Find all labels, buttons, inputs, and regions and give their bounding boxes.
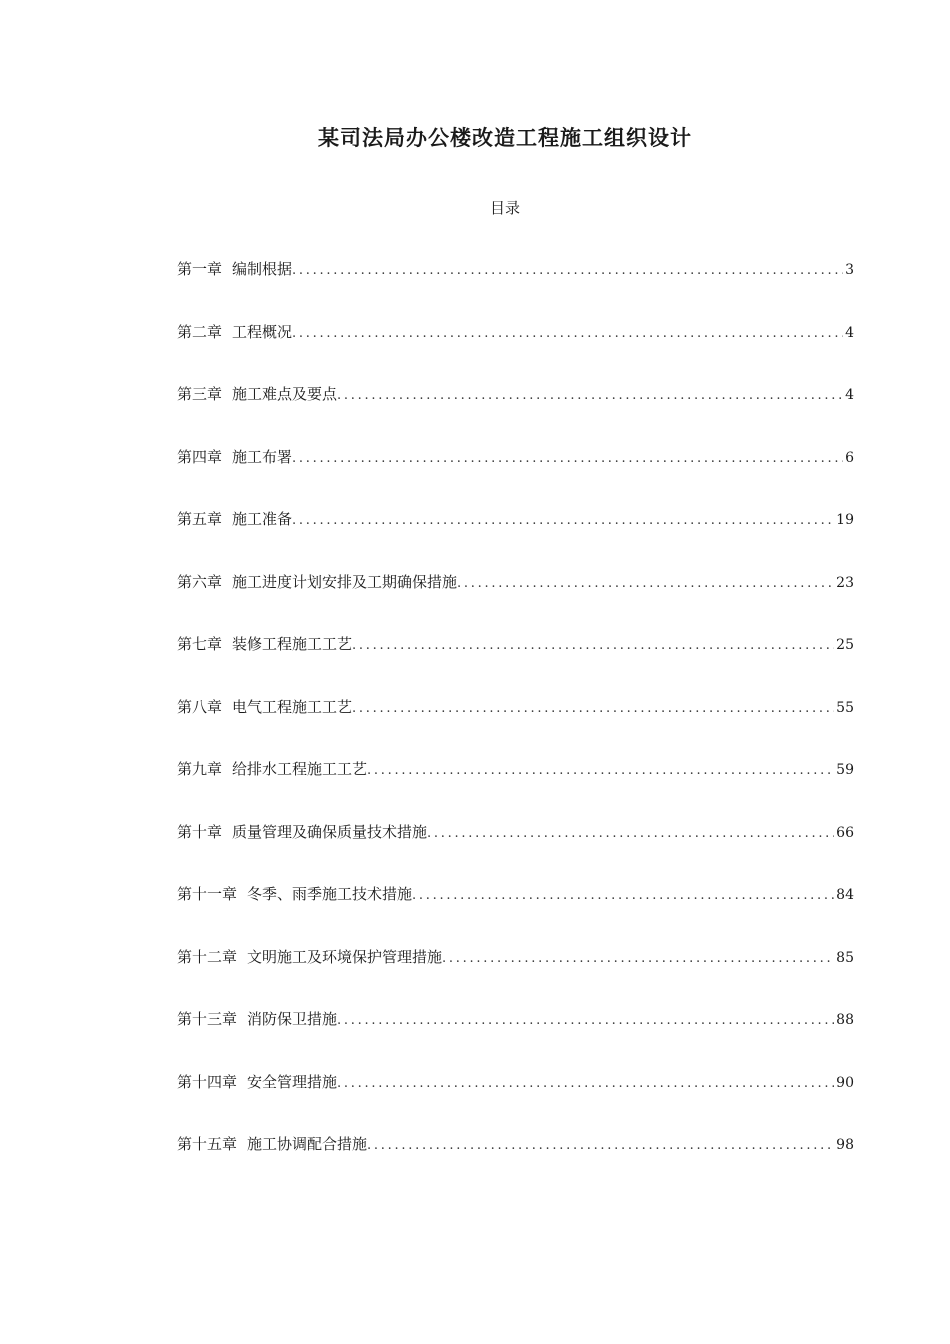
toc-page-number: 84 xyxy=(836,887,854,903)
toc-entry-7[interactable] xyxy=(177,629,854,692)
toc-dot-leader xyxy=(292,444,843,474)
toc-entry-15[interactable] xyxy=(177,1129,854,1192)
toc-dot-leader xyxy=(412,881,834,911)
toc-chapter-title: 文明施工及环境保护管理措施 xyxy=(247,947,443,966)
toc-chapter-title: 冬季、雨季施工技术措施 xyxy=(247,885,413,903)
toc-entry-10[interactable] xyxy=(177,817,854,880)
toc-chapter-title: 装修工程施工工艺 xyxy=(232,635,353,653)
toc-chapter-number: 第十一章 xyxy=(177,885,238,903)
toc-chapter-number: 第六章 xyxy=(177,572,223,591)
toc-entry-5[interactable] xyxy=(177,504,854,567)
toc-dot-leader xyxy=(337,1006,834,1036)
toc-entry-13[interactable] xyxy=(177,1004,854,1067)
toc-dot-leader xyxy=(442,944,834,974)
toc-chapter-title: 安全管理措施 xyxy=(247,1072,338,1091)
toc-chapter-number: 第三章 xyxy=(177,385,223,403)
toc-page-number: 59 xyxy=(836,762,854,778)
document-title: 某司法局办公楼改造工程施工组织设计 xyxy=(318,125,692,150)
toc-chapter-number: 第十二章 xyxy=(177,947,238,966)
toc-dot-leader xyxy=(367,756,834,786)
toc-page-number: 98 xyxy=(836,1137,854,1153)
toc-chapter-title: 施工布署 xyxy=(232,447,293,466)
toc-chapter-number: 第十章 xyxy=(177,822,223,841)
toc-chapter-title: 施工难点及要点 xyxy=(232,385,338,403)
toc-dot-leader xyxy=(292,506,834,536)
toc-page-number: 90 xyxy=(836,1074,854,1091)
toc-dot-leader xyxy=(292,256,843,286)
toc-chapter-number: 第十三章 xyxy=(177,1010,238,1028)
toc-chapter-number: 第七章 xyxy=(177,635,223,653)
toc-page-number: 6 xyxy=(845,449,854,466)
toc-page-number: 19 xyxy=(836,512,854,528)
toc-chapter-title: 施工进度计划安排及工期确保措施 xyxy=(232,572,458,591)
toc-chapter-number: 第九章 xyxy=(177,760,223,778)
toc-entry-1[interactable] xyxy=(177,254,854,317)
toc-chapter-number: 第四章 xyxy=(177,447,223,466)
toc-entry-2[interactable] xyxy=(177,317,854,380)
toc-dot-leader xyxy=(367,1131,834,1161)
toc-chapter-title: 消防保卫措施 xyxy=(247,1010,338,1028)
toc-page-number: 25 xyxy=(836,637,854,653)
toc-entry-6[interactable] xyxy=(177,567,854,630)
toc-chapter-number: 第八章 xyxy=(177,697,223,716)
toc-entry-8[interactable] xyxy=(177,692,854,755)
toc-entry-3[interactable] xyxy=(177,379,854,442)
toc-dot-leader xyxy=(337,1069,834,1099)
toc-heading: 目录 xyxy=(489,199,520,217)
toc-entry-4[interactable] xyxy=(177,442,854,505)
toc-page-number: 4 xyxy=(845,324,854,341)
toc-page-number: 55 xyxy=(836,699,854,716)
toc-chapter-title: 施工准备 xyxy=(232,510,293,528)
toc-chapter-number: 第一章 xyxy=(177,260,223,278)
toc-chapter-title: 工程概况 xyxy=(232,322,293,341)
table-of-contents xyxy=(177,254,854,1192)
toc-page-number: 4 xyxy=(845,387,854,403)
toc-chapter-title: 质量管理及确保质量技术措施 xyxy=(232,822,428,841)
toc-entry-9[interactable] xyxy=(177,754,854,817)
toc-dot-leader xyxy=(352,694,834,724)
toc-dot-leader xyxy=(457,569,834,599)
toc-page-number: 88 xyxy=(836,1012,854,1028)
toc-chapter-number: 第十五章 xyxy=(177,1135,238,1153)
toc-chapter-number: 第二章 xyxy=(177,322,223,341)
toc-dot-leader xyxy=(292,319,843,349)
toc-chapter-title: 编制根据 xyxy=(232,260,293,278)
toc-dot-leader xyxy=(337,381,843,411)
toc-entry-14[interactable] xyxy=(177,1067,854,1130)
toc-dot-leader xyxy=(427,819,834,849)
toc-chapter-number: 第五章 xyxy=(177,510,223,528)
toc-entry-12[interactable] xyxy=(177,942,854,1005)
toc-page-number: 85 xyxy=(836,949,854,966)
toc-entry-11[interactable] xyxy=(177,879,854,942)
toc-page-number: 23 xyxy=(836,574,854,591)
toc-page-number: 66 xyxy=(836,824,854,841)
toc-page-number: 3 xyxy=(845,262,854,278)
toc-chapter-title: 电气工程施工工艺 xyxy=(232,697,353,716)
toc-chapter-number: 第十四章 xyxy=(177,1072,238,1091)
toc-dot-leader xyxy=(352,631,834,661)
toc-chapter-title: 给排水工程施工工艺 xyxy=(232,760,368,778)
toc-chapter-title: 施工协调配合措施 xyxy=(247,1135,368,1153)
